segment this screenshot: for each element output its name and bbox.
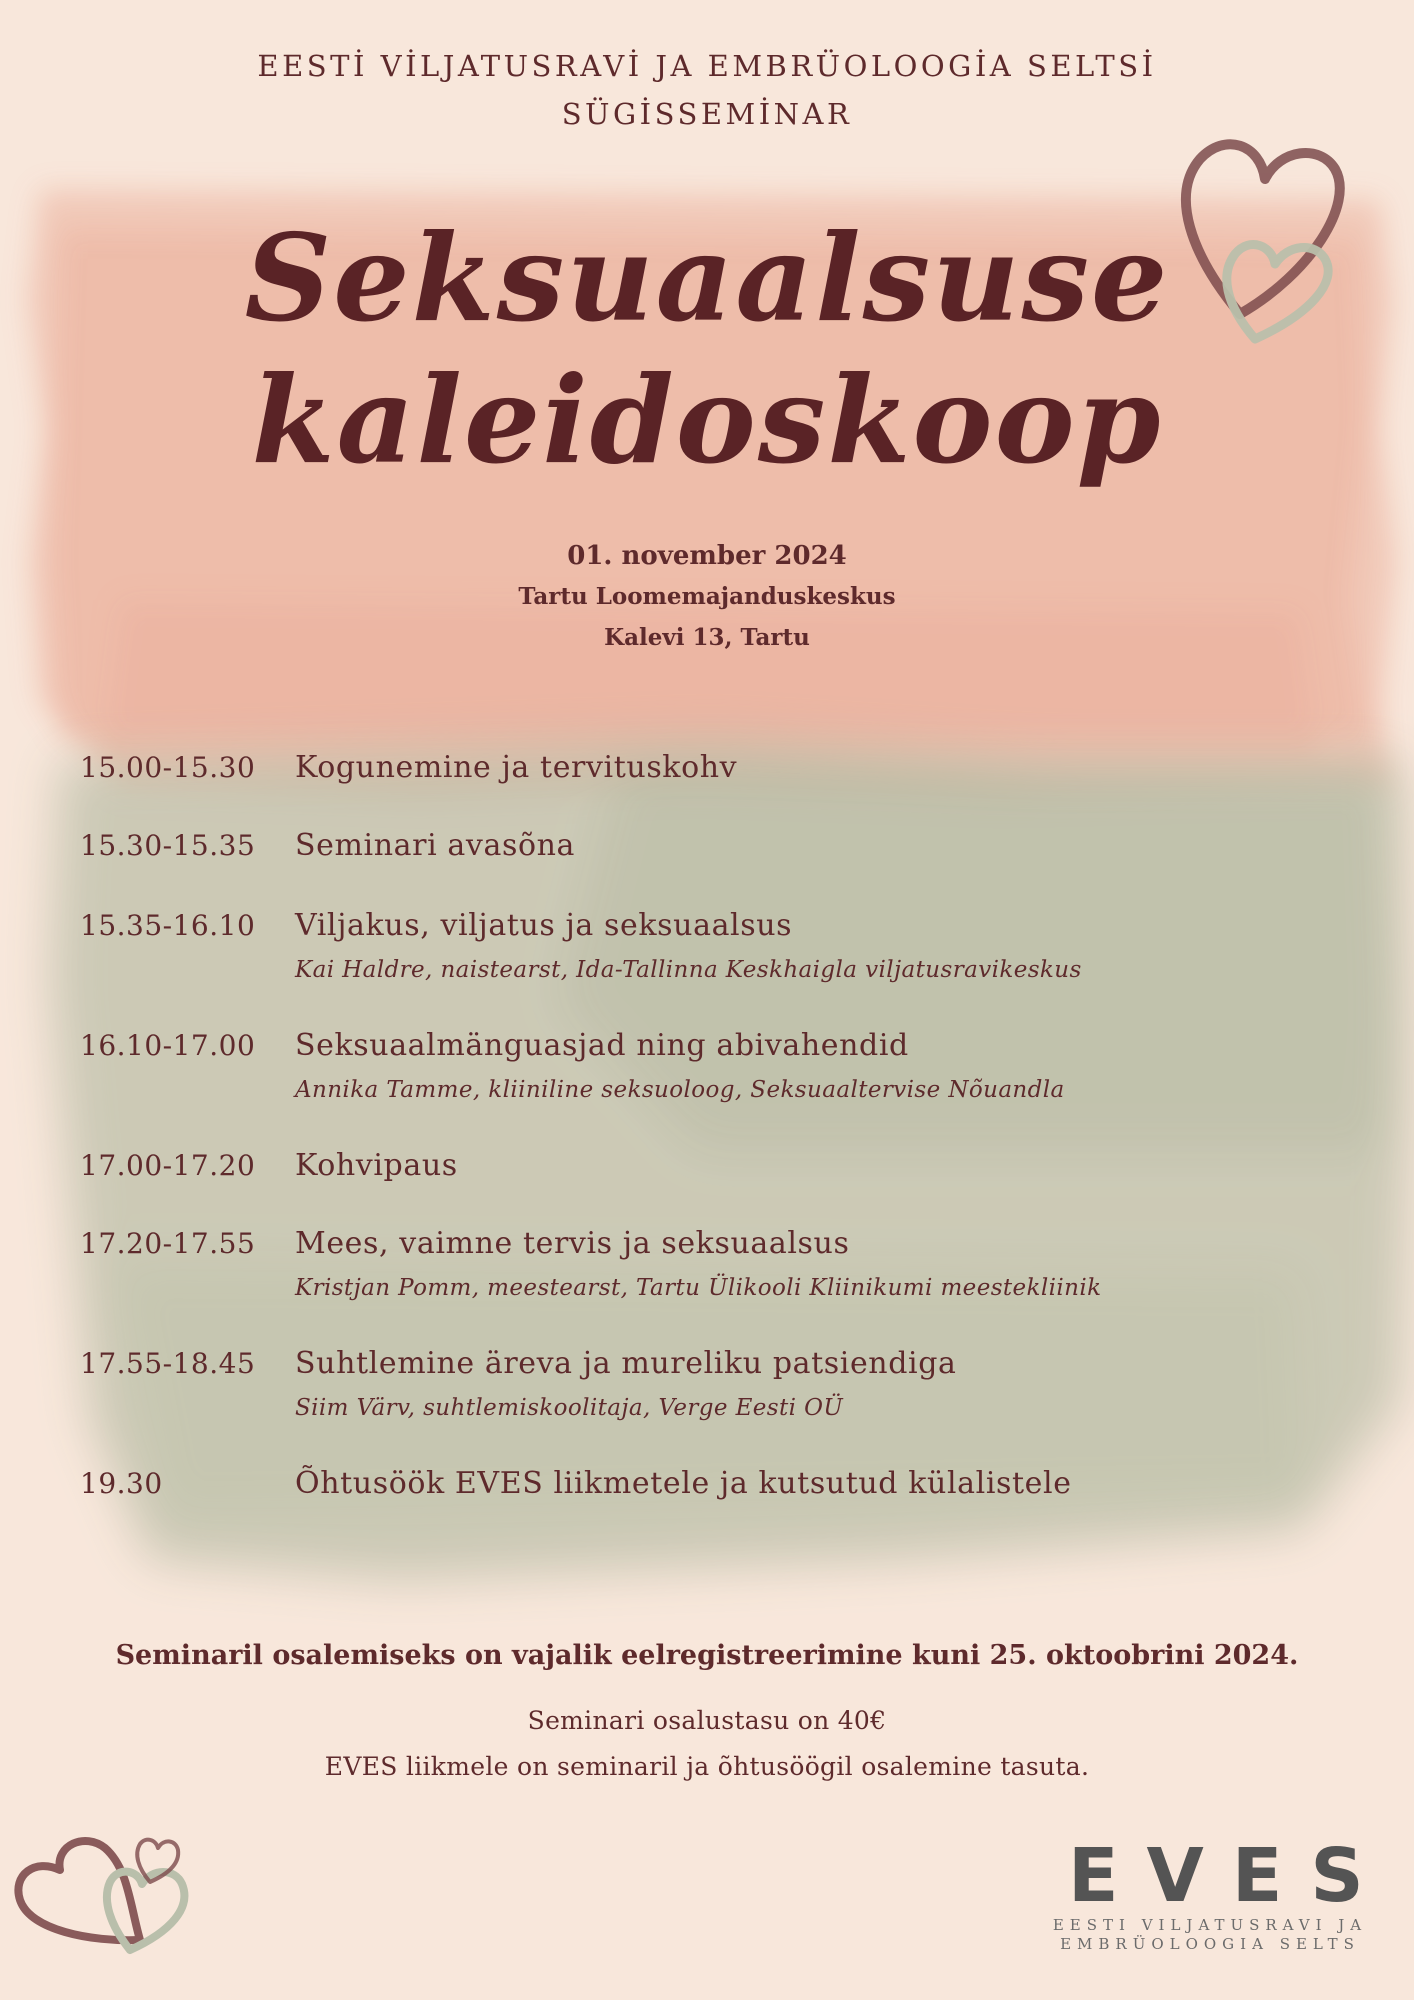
program-time: 19.30 bbox=[80, 1467, 163, 1500]
program-time: 17.20-17.55 bbox=[80, 1227, 256, 1260]
program-time: 16.10-17.00 bbox=[80, 1029, 256, 1062]
fee-line-1: Seminari osalustasu on 40€ bbox=[527, 1706, 887, 1735]
event-venue: Tartu Loomemajanduskeskus bbox=[518, 583, 896, 610]
logo-subtitle-line-1: EESTI VILJATUSRAVI JA bbox=[1052, 1916, 1368, 1934]
logo-subtitle-line-2: EMBRÜOLOOGIA SELTS bbox=[1060, 1935, 1360, 1953]
program-title: Õhtusöök EVES liikmetele ja kutsutud külalistele bbox=[295, 1466, 1072, 1501]
program-time: 15.00-15.30 bbox=[80, 751, 256, 784]
title-line-2: kaleidoskoop bbox=[251, 350, 1163, 491]
program-title: Suhtlemine äreva ja mureliku patsiendiga bbox=[295, 1346, 957, 1381]
fee-info bbox=[0, 1698, 1414, 1790]
organization-line-2: SÜGİSSEMİNAR bbox=[561, 97, 853, 131]
program-title: Viljakus, viljatus ja seksuaalsus bbox=[295, 908, 793, 943]
heart-outline-icon bbox=[10, 1820, 210, 1960]
logo-mark: EVES bbox=[1068, 1833, 1392, 1919]
program-title: Seksuaalmänguasjad ning abivahendid bbox=[295, 1028, 909, 1063]
program-speaker: Kai Haldre, naistearst, Ida-Tallinna Keskhaigla viljatusravikeskus bbox=[295, 957, 1082, 983]
program-title: Kogunemine ja tervituskohv bbox=[295, 750, 738, 785]
organization-title bbox=[0, 42, 1414, 138]
event-address: Kalevi 13, Tartu bbox=[604, 624, 810, 651]
program-title: Kohvipaus bbox=[295, 1148, 458, 1183]
program-speaker: Annika Tamme, kliiniline seksuoloog, Seksuaaltervise Nõuandla bbox=[295, 1077, 1065, 1103]
eves-logo bbox=[1040, 1833, 1392, 1954]
program-title: Mees, vaimne tervis ja seksuaalsus bbox=[295, 1226, 850, 1261]
organization-line-1: EESTİ VİLJATUSRAVİ JA EMBRÜOLOOGİA SELTSİ bbox=[257, 49, 1157, 83]
program-title: Seminari avasõna bbox=[295, 828, 576, 863]
event-date: 01. november 2024 bbox=[567, 541, 847, 571]
program-speaker: Kristjan Pomm, meestearst, Tartu Ülikooli Kliinikumi meestekliinik bbox=[295, 1275, 1102, 1301]
program-time: 15.35-16.10 bbox=[80, 909, 256, 942]
registration-note: Seminaril osalemiseks on vajalik eelregistreerimine kuni 25. oktoobrini 2024. bbox=[115, 1640, 1299, 1671]
fee-line-2: EVES liikmele on seminaril ja õhtusöögil osalemine tasuta. bbox=[324, 1752, 1090, 1781]
event-info bbox=[0, 536, 1414, 658]
program-speaker: Siim Värv, suhtlemiskoolitaja, Verge Eesti OÜ bbox=[295, 1395, 844, 1421]
program-time: 17.00-17.20 bbox=[80, 1149, 256, 1182]
page-title bbox=[180, 208, 1234, 492]
program-time: 17.55-18.45 bbox=[80, 1347, 256, 1380]
title-line-1: Seksuaalsuse bbox=[244, 208, 1170, 349]
program-time: 15.30-15.35 bbox=[80, 829, 256, 862]
